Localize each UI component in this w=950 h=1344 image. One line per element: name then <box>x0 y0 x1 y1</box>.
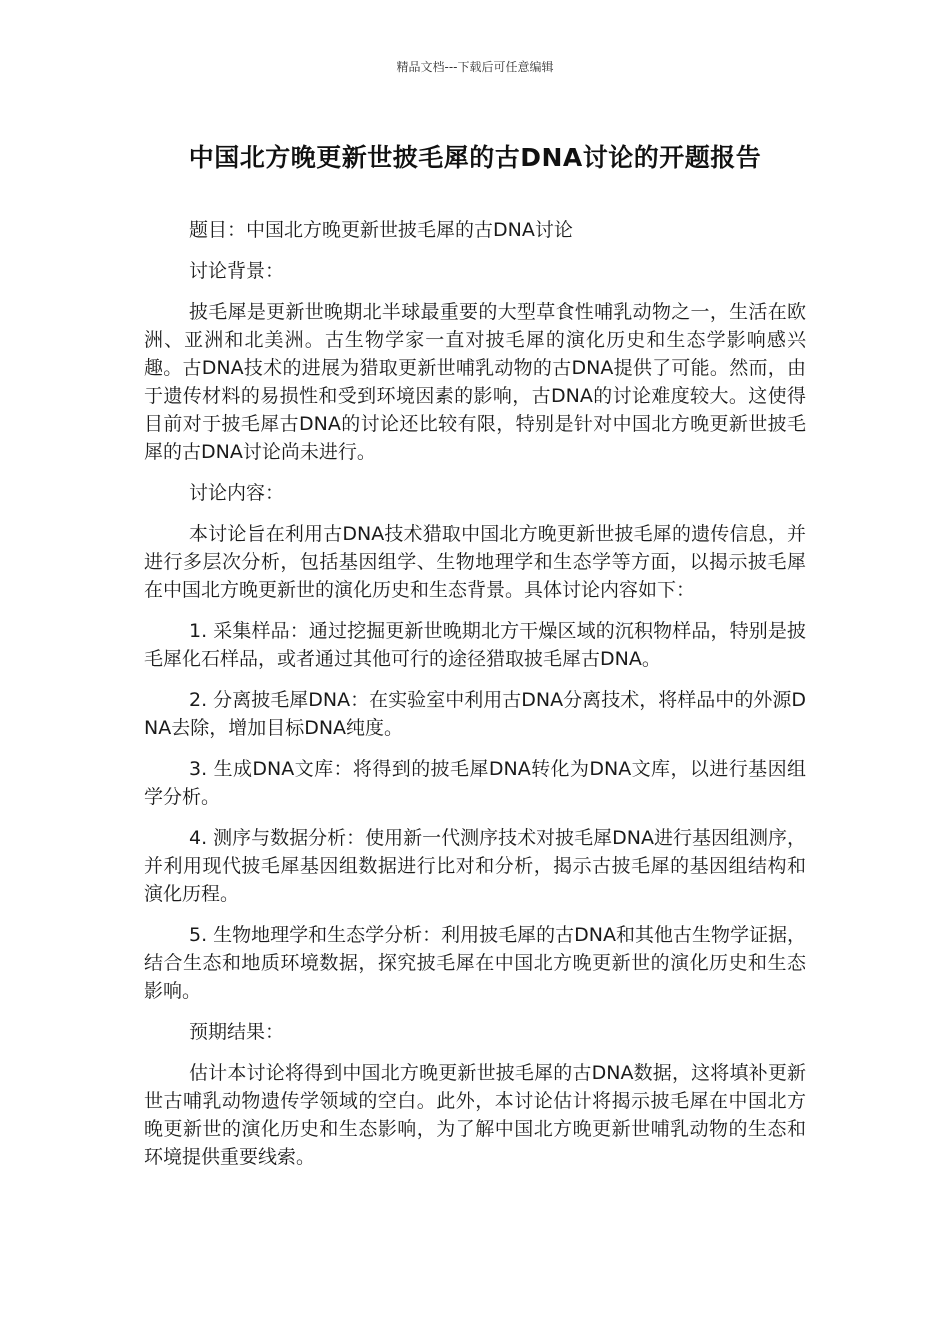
document-body <box>144 216 806 1184</box>
list-item-5: 5. 生物地理学和生态学分析：利用披毛犀的古DNA和其他古生物学证据，结合生态和地质环境数据，探究披毛犀在中国北方晚更新世的演化历史和生态影响。 <box>144 924 807 1002</box>
paragraph-topic: 题目：中国北方晚更新世披毛犀的古DNA讨论 <box>189 219 573 241</box>
heading-expected-results: 预期结果： <box>189 1021 285 1043</box>
heading-background: 讨论背景： <box>189 260 285 282</box>
list-item-2: 2. 分离披毛犀DNA：在实验室中利用古DNA分离技术，将样品中的外源DNA去除，增加目标DNA纯度。 <box>144 689 806 739</box>
paragraph-expected-results: 估计本讨论将得到中国北方晚更新世披毛犀的古DNA数据，这将填补更新世古哺乳动物遗传学领域的空白。此外，本讨论估计将揭示披毛犀在中国北方晚更新世的演化历史和生态影响，为了解中国北方晚更新世哺乳动物的生态和环境提供重要线索。 <box>144 1062 806 1168</box>
paragraph-content-intro: 本讨论旨在利用古DNA技术猎取中国北方晚更新世披毛犀的遗传信息，并进行多层次分析，包括基因组学、生物地理学和生态学等方面，以揭示披毛犀在中国北方晚更新世的演化历史和生态背景。具体讨论内容如下： <box>144 523 806 601</box>
paragraph-background: 披毛犀是更新世晚期北半球最重要的大型草食性哺乳动物之一，生活在欧洲、亚洲和北美洲。古生物学家一直对披毛犀的演化历史和生态学影响感兴趣。古DNA技术的进展为猎取更新世哺乳动物的古DNA提供了可能。然而，由于遗传材料的易损性和受到环境因素的影响，古DNA的讨论难度较大。这使得目前对于披毛犀古DNA的讨论还比较有限，特别是针对中国北方晚更新世披毛犀的古DNA讨论尚未进行。 <box>144 301 806 463</box>
list-item-1: 1. 采集样品：通过挖掘更新世晚期北方干燥区域的沉积物样品，特别是披毛犀化石样品，或者通过其他可行的途径猎取披毛犀古DNA。 <box>144 620 806 670</box>
heading-content: 讨论内容： <box>189 482 285 504</box>
document-title: 中国北方晚更新世披毛犀的古DNA讨论的开题报告 <box>188 143 762 172</box>
list-item-4: 4. 测序与数据分析：使用新一代测序技术对披毛犀DNA进行基因组测序，并利用现代披毛犀基因组数据进行比对和分析，揭示古披毛犀的基因组结构和演化历程。 <box>144 827 807 905</box>
header-note: 精品文档---下载后可任意编辑 <box>396 60 554 74</box>
list-item-3: 3. 生成DNA文库：将得到的披毛犀DNA转化为DNA文库，以进行基因组学分析。 <box>144 758 806 808</box>
